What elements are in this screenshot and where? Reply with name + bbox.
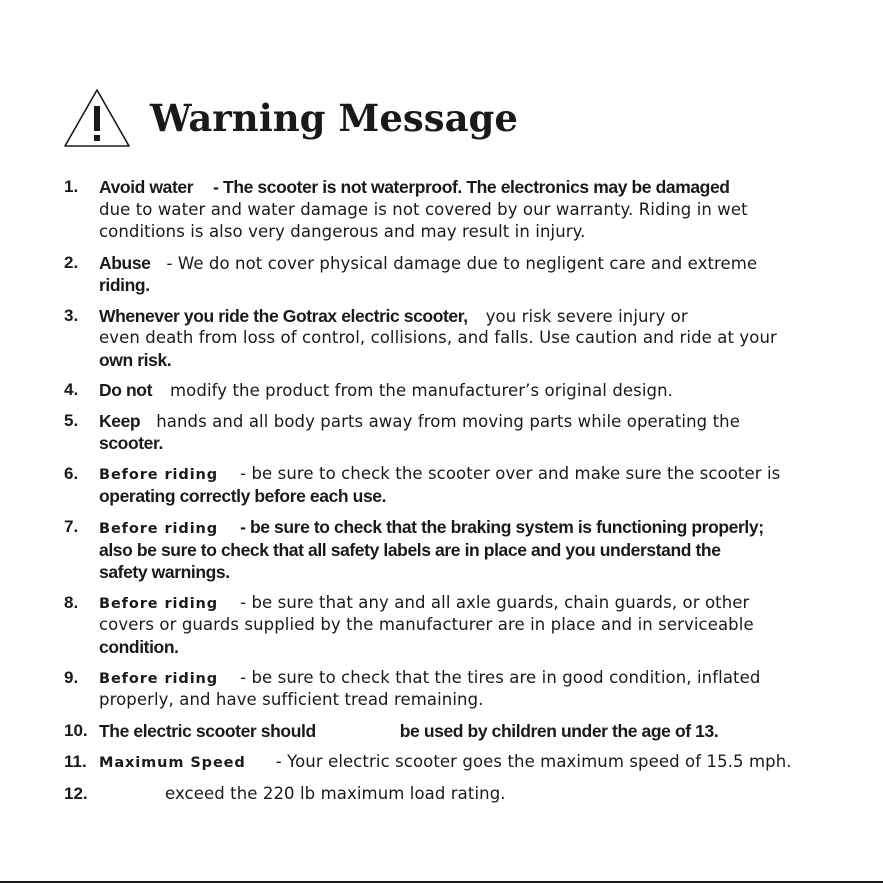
item-text: - We do not cover physical damage due to negligent care and extreme	[166, 254, 758, 273]
item-line-1	[99, 176, 730, 199]
item-text: - be sure to check the scooter over and make sure the scooter is	[240, 464, 781, 483]
item-lead: Before riding	[99, 671, 219, 687]
item-number: 9.	[64, 668, 79, 687]
item-line-1	[99, 751, 792, 774]
item-number: 11.	[64, 752, 87, 771]
item-line-1	[99, 379, 673, 402]
item-number: 2.	[64, 253, 79, 272]
item-number: 10.	[64, 721, 88, 740]
item-line-1	[99, 516, 764, 540]
item-line-2: scooter.	[99, 433, 163, 453]
item-number: 7.	[64, 517, 79, 536]
item-line-1	[99, 592, 749, 615]
item-line-1	[99, 463, 780, 486]
item-number: 8.	[64, 593, 79, 612]
item-text: modify the product from the manufacturer’s original design.	[170, 381, 674, 400]
item-line-3: own risk.	[99, 350, 172, 370]
item-line-3: safety warnings.	[99, 562, 230, 582]
item-line-1	[165, 783, 506, 805]
item-number: 12.	[64, 784, 88, 803]
item-lead: Abuse	[99, 253, 151, 273]
item-text: exceed the 220 lb maximum load rating.	[165, 784, 506, 803]
item-lead: Avoid water	[99, 177, 194, 197]
page-title: Warning Message	[150, 96, 518, 140]
item-number: 6.	[64, 464, 79, 483]
item-number: 4.	[64, 380, 79, 399]
item-lead: Before riding	[99, 521, 219, 537]
item-lead: The electric scooter should	[99, 721, 316, 741]
item-line-1	[99, 667, 760, 690]
item-line-1	[99, 410, 740, 433]
item-line-2: riding.	[99, 275, 150, 295]
item-number: 3.	[64, 306, 79, 325]
item-line-2: also be sure to check that all safety labels are in place and you understand the	[99, 540, 721, 560]
item-line-3: conditions is also very dangerous and may result in injury.	[99, 222, 586, 241]
item-number: 5.	[64, 411, 79, 430]
item-text: - be sure to check that the braking system is functioning properly;	[240, 517, 764, 537]
item-lead: Do not	[99, 380, 152, 400]
item-text: - The scooter is not waterproof. The electronics may be damaged	[213, 177, 730, 197]
item-line-1	[99, 720, 718, 743]
item-line-1	[99, 305, 688, 328]
item-text: hands and all body parts away from moving parts while operating the	[156, 412, 740, 431]
item-line-1	[99, 252, 757, 275]
item-lead: Before riding	[99, 596, 219, 612]
warning-triangle-icon	[62, 86, 132, 150]
warning-header	[62, 86, 518, 150]
item-lead: Keep	[99, 411, 141, 431]
item-line-2: due to water and water damage is not covered by our warranty. Riding in wet	[99, 200, 748, 219]
item-line-3: condition.	[99, 637, 179, 657]
item-line-2: operating correctly before each use.	[99, 486, 387, 506]
item-lead: Whenever you ride the Gotrax electric scooter,	[99, 306, 468, 326]
item-line-2: covers or guards supplied by the manufacturer are in place and in serviceable	[99, 615, 754, 634]
item-text: - Your electric scooter goes the maximum speed of 15.5 mph.	[275, 752, 792, 771]
item-line-2: even death from loss of control, collisions, and falls. Use caution and ride at your	[99, 328, 777, 347]
item-text: - be sure that any and all axle guards, chain guards, or other	[240, 593, 750, 612]
item-lead: Maximum Speed	[99, 755, 246, 771]
item-lead: Before riding	[99, 467, 219, 483]
item-line-2: properly, and have sufficient tread remaining.	[99, 690, 484, 709]
item-text: be used by children under the age of 13.	[399, 721, 719, 741]
item-number: 1.	[64, 177, 79, 196]
item-text: you risk severe injury or	[485, 307, 688, 326]
item-text: - be sure to check that the tires are in good condition, inflated	[240, 668, 761, 687]
